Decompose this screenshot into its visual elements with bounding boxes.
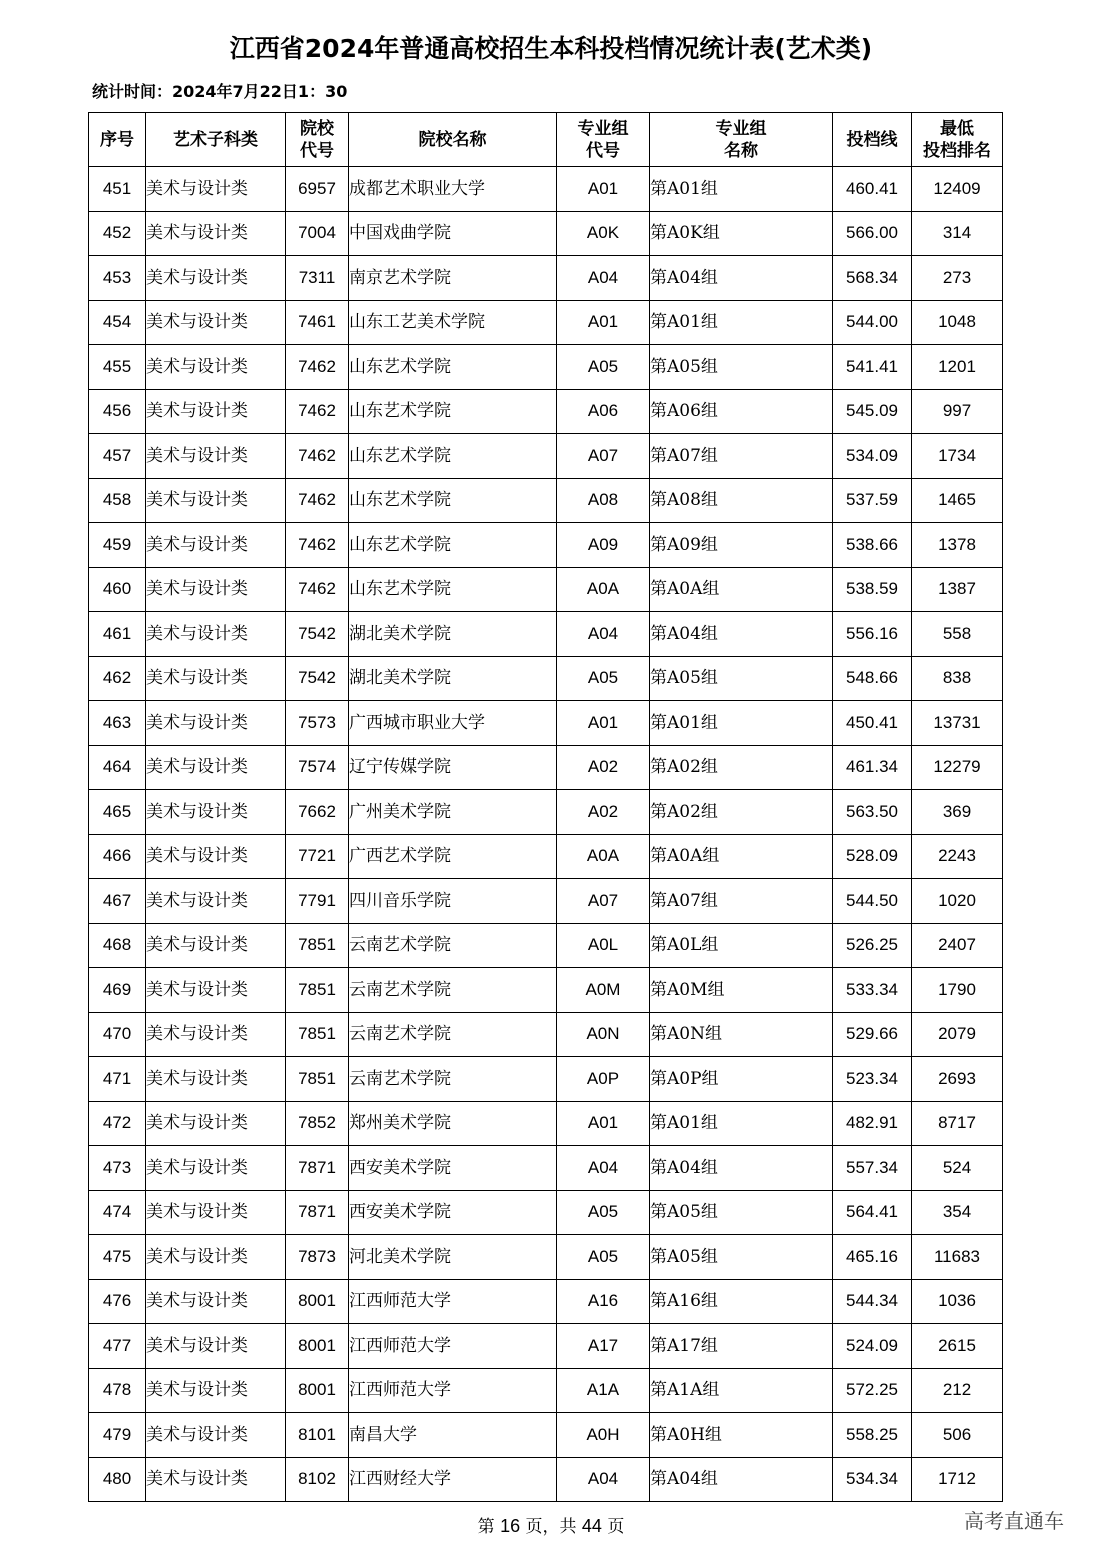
cell-subcategory: 美术与设计类 <box>146 1457 286 1502</box>
cell-seq: 476 <box>89 1279 146 1324</box>
cell-school-name: 山东艺术学院 <box>349 345 557 390</box>
table-row <box>89 211 1003 256</box>
cell-subcategory: 美术与设计类 <box>146 656 286 701</box>
cell-seq: 454 <box>89 300 146 345</box>
cell-group-name: 第A01组 <box>650 167 833 212</box>
header-group-code-line2: 代号 <box>586 140 620 161</box>
cell-group-name: 第A0L组 <box>650 923 833 968</box>
cell-school-code: 7573 <box>286 701 349 746</box>
cell-school-name: 山东艺术学院 <box>349 389 557 434</box>
cell-subcategory: 美术与设计类 <box>146 1146 286 1191</box>
header-score: 投档线 <box>833 113 912 167</box>
cell-score: 482.91 <box>833 1101 912 1146</box>
cell-rank: 212 <box>912 1368 1003 1413</box>
cell-school-code: 7462 <box>286 567 349 612</box>
cell-subcategory: 美术与设计类 <box>146 1324 286 1369</box>
cell-group-code: A0N <box>557 1012 650 1057</box>
cell-seq: 471 <box>89 1057 146 1102</box>
cell-group-code: A04 <box>557 1457 650 1502</box>
cell-school-code: 7462 <box>286 345 349 390</box>
cell-subcategory: 美术与设计类 <box>146 434 286 479</box>
table-row <box>89 1235 1003 1280</box>
cell-subcategory: 美术与设计类 <box>146 790 286 835</box>
cell-group-code: A07 <box>557 879 650 924</box>
cell-rank: 1020 <box>912 879 1003 924</box>
header-seq: 序号 <box>89 113 146 167</box>
cell-group-code: A05 <box>557 656 650 701</box>
admission-table <box>88 112 1003 1502</box>
cell-subcategory: 美术与设计类 <box>146 256 286 301</box>
cell-score: 563.50 <box>833 790 912 835</box>
cell-school-code: 7574 <box>286 745 349 790</box>
table-row <box>89 701 1003 746</box>
cell-rank: 314 <box>912 211 1003 256</box>
cell-group-name: 第A09组 <box>650 523 833 568</box>
cell-school-name: 山东艺术学院 <box>349 478 557 523</box>
cell-subcategory: 美术与设计类 <box>146 1101 286 1146</box>
cell-school-code: 7542 <box>286 656 349 701</box>
cell-group-code: A0L <box>557 923 650 968</box>
footer-prefix: 第 <box>477 1517 501 1537</box>
cell-rank: 1048 <box>912 300 1003 345</box>
cell-score: 534.09 <box>833 434 912 479</box>
cell-score: 524.09 <box>833 1324 912 1369</box>
table-row <box>89 256 1003 301</box>
cell-rank: 1790 <box>912 968 1003 1013</box>
cell-subcategory: 美术与设计类 <box>146 1368 286 1413</box>
cell-seq: 466 <box>89 834 146 879</box>
footer-middle: 页，共 <box>520 1517 582 1537</box>
cell-group-code: A01 <box>557 1101 650 1146</box>
page-title: 江西省2024年普通高校招生本科投档情况统计表(艺术类) <box>229 34 873 63</box>
cell-group-name: 第A0K组 <box>650 211 833 256</box>
cell-rank: 1734 <box>912 434 1003 479</box>
cell-school-name: 中国戏曲学院 <box>349 211 557 256</box>
header-rank-line2: 投档排名 <box>923 140 991 161</box>
cell-rank: 1712 <box>912 1457 1003 1502</box>
cell-score: 528.09 <box>833 834 912 879</box>
stat-time: 统计时间：2024年7月22日1：30 <box>92 82 348 101</box>
cell-school-code: 8102 <box>286 1457 349 1502</box>
cell-group-code: A07 <box>557 434 650 479</box>
table-row <box>89 345 1003 390</box>
cell-group-name: 第A02组 <box>650 790 833 835</box>
cell-group-name: 第A05组 <box>650 1235 833 1280</box>
cell-subcategory: 美术与设计类 <box>146 1012 286 1057</box>
cell-school-code: 7462 <box>286 478 349 523</box>
table-row <box>89 567 1003 612</box>
cell-group-code: A02 <box>557 745 650 790</box>
cell-subcategory: 美术与设计类 <box>146 567 286 612</box>
cell-group-name: 第A08组 <box>650 478 833 523</box>
cell-subcategory: 美术与设计类 <box>146 523 286 568</box>
cell-rank: 2243 <box>912 834 1003 879</box>
header-school-name: 院校名称 <box>349 113 557 167</box>
table-row <box>89 1279 1003 1324</box>
cell-school-name: 西安美术学院 <box>349 1190 557 1235</box>
table-row <box>89 1457 1003 1502</box>
cell-group-name: 第A1A组 <box>650 1368 833 1413</box>
cell-group-code: A0M <box>557 968 650 1013</box>
cell-group-code: A1A <box>557 1368 650 1413</box>
cell-seq: 474 <box>89 1190 146 1235</box>
cell-score: 460.41 <box>833 167 912 212</box>
table-row <box>89 612 1003 657</box>
cell-school-name: 河北美术学院 <box>349 1235 557 1280</box>
cell-subcategory: 美术与设计类 <box>146 1413 286 1458</box>
cell-seq: 467 <box>89 879 146 924</box>
cell-rank: 273 <box>912 256 1003 301</box>
cell-school-code: 7542 <box>286 612 349 657</box>
cell-group-name: 第A05组 <box>650 1190 833 1235</box>
footer-total-pages: 44 <box>581 1516 602 1536</box>
cell-score: 545.09 <box>833 389 912 434</box>
cell-school-code: 7004 <box>286 211 349 256</box>
cell-subcategory: 美术与设计类 <box>146 923 286 968</box>
table-row <box>89 523 1003 568</box>
cell-subcategory: 美术与设计类 <box>146 389 286 434</box>
header-group-code-line1: 专业组 <box>577 118 629 139</box>
cell-school-name: 山东工艺美术学院 <box>349 300 557 345</box>
cell-seq: 475 <box>89 1235 146 1280</box>
header-school-code-line1: 院校 <box>300 118 334 139</box>
header-rank <box>912 113 1003 167</box>
cell-group-name: 第A01组 <box>650 300 833 345</box>
cell-score: 568.34 <box>833 256 912 301</box>
cell-subcategory: 美术与设计类 <box>146 167 286 212</box>
header-school-code <box>286 113 349 167</box>
cell-group-name: 第A0M组 <box>650 968 833 1013</box>
cell-school-name: 江西财经大学 <box>349 1457 557 1502</box>
cell-group-code: A0K <box>557 211 650 256</box>
table-row <box>89 656 1003 701</box>
cell-group-code: A0A <box>557 834 650 879</box>
cell-group-name: 第A0P组 <box>650 1057 833 1102</box>
cell-group-name: 第A06组 <box>650 389 833 434</box>
header-group-name-line2: 名称 <box>724 140 758 161</box>
cell-school-code: 7851 <box>286 1012 349 1057</box>
cell-score: 544.50 <box>833 879 912 924</box>
cell-score: 450.41 <box>833 701 912 746</box>
cell-group-name: 第A17组 <box>650 1324 833 1369</box>
cell-rank: 558 <box>912 612 1003 657</box>
cell-rank: 13731 <box>912 701 1003 746</box>
cell-score: 544.00 <box>833 300 912 345</box>
header-rank-line1: 最低 <box>940 118 974 139</box>
cell-seq: 477 <box>89 1324 146 1369</box>
cell-seq: 453 <box>89 256 146 301</box>
page-footer <box>0 1514 1102 1539</box>
cell-score: 538.66 <box>833 523 912 568</box>
table-row <box>89 434 1003 479</box>
cell-group-code: A05 <box>557 1235 650 1280</box>
cell-score: 538.59 <box>833 567 912 612</box>
cell-group-name: 第A05组 <box>650 656 833 701</box>
cell-score: 533.34 <box>833 968 912 1013</box>
cell-seq: 472 <box>89 1101 146 1146</box>
cell-group-code: A0A <box>557 567 650 612</box>
cell-score: 526.25 <box>833 923 912 968</box>
cell-school-code: 6957 <box>286 167 349 212</box>
cell-subcategory: 美术与设计类 <box>146 300 286 345</box>
cell-school-name: 成都艺术职业大学 <box>349 167 557 212</box>
cell-group-name: 第A0A组 <box>650 834 833 879</box>
cell-group-code: A05 <box>557 1190 650 1235</box>
cell-school-name: 云南艺术学院 <box>349 1057 557 1102</box>
table-row <box>89 1413 1003 1458</box>
cell-rank: 838 <box>912 656 1003 701</box>
cell-seq: 465 <box>89 790 146 835</box>
cell-rank: 1036 <box>912 1279 1003 1324</box>
cell-subcategory: 美术与设计类 <box>146 1057 286 1102</box>
cell-school-code: 7852 <box>286 1101 349 1146</box>
cell-score: 564.41 <box>833 1190 912 1235</box>
cell-seq: 470 <box>89 1012 146 1057</box>
footer-page-number: 16 <box>500 1516 521 1536</box>
cell-school-code: 8001 <box>286 1279 349 1324</box>
cell-school-code: 8001 <box>286 1368 349 1413</box>
cell-school-code: 7462 <box>286 389 349 434</box>
cell-group-code: A01 <box>557 167 650 212</box>
cell-score: 541.41 <box>833 345 912 390</box>
cell-group-name: 第A0A组 <box>650 567 833 612</box>
cell-subcategory: 美术与设计类 <box>146 968 286 1013</box>
cell-score: 558.25 <box>833 1413 912 1458</box>
cell-school-name: 南昌大学 <box>349 1413 557 1458</box>
cell-rank: 11683 <box>912 1235 1003 1280</box>
table-row <box>89 1146 1003 1191</box>
cell-school-code: 7851 <box>286 923 349 968</box>
cell-group-name: 第A0H组 <box>650 1413 833 1458</box>
cell-group-name: 第A01组 <box>650 701 833 746</box>
cell-seq: 458 <box>89 478 146 523</box>
cell-school-code: 7871 <box>286 1146 349 1191</box>
cell-group-code: A02 <box>557 790 650 835</box>
cell-school-code: 7791 <box>286 879 349 924</box>
cell-rank: 506 <box>912 1413 1003 1458</box>
table-body <box>89 167 1003 1502</box>
cell-group-code: A04 <box>557 256 650 301</box>
cell-school-code: 7461 <box>286 300 349 345</box>
cell-subcategory: 美术与设计类 <box>146 834 286 879</box>
cell-school-name: 南京艺术学院 <box>349 256 557 301</box>
cell-subcategory: 美术与设计类 <box>146 211 286 256</box>
cell-group-name: 第A07组 <box>650 879 833 924</box>
cell-group-code: A01 <box>557 300 650 345</box>
cell-school-name: 山东艺术学院 <box>349 567 557 612</box>
cell-score: 537.59 <box>833 478 912 523</box>
cell-group-code: A16 <box>557 1279 650 1324</box>
cell-score: 534.34 <box>833 1457 912 1502</box>
cell-school-code: 7851 <box>286 968 349 1013</box>
cell-rank: 2693 <box>912 1057 1003 1102</box>
cell-school-code: 7662 <box>286 790 349 835</box>
cell-seq: 469 <box>89 968 146 1013</box>
cell-school-name: 云南艺术学院 <box>349 1012 557 1057</box>
table-row <box>89 1057 1003 1102</box>
cell-school-name: 山东艺术学院 <box>349 523 557 568</box>
cell-rank: 1387 <box>912 567 1003 612</box>
footer-suffix: 页 <box>601 1517 625 1537</box>
table-row <box>89 1190 1003 1235</box>
cell-score: 548.66 <box>833 656 912 701</box>
cell-rank: 2079 <box>912 1012 1003 1057</box>
header-group-name-line1: 专业组 <box>715 118 767 139</box>
cell-seq: 457 <box>89 434 146 479</box>
cell-school-name: 云南艺术学院 <box>349 923 557 968</box>
cell-group-code: A09 <box>557 523 650 568</box>
cell-school-name: 辽宁传媒学院 <box>349 745 557 790</box>
cell-school-code: 7462 <box>286 434 349 479</box>
table-row <box>89 834 1003 879</box>
cell-seq: 478 <box>89 1368 146 1413</box>
cell-school-code: 7871 <box>286 1190 349 1235</box>
cell-rank: 369 <box>912 790 1003 835</box>
cell-subcategory: 美术与设计类 <box>146 478 286 523</box>
table-row <box>89 968 1003 1013</box>
cell-seq: 464 <box>89 745 146 790</box>
cell-group-code: A06 <box>557 389 650 434</box>
cell-rank: 2615 <box>912 1324 1003 1369</box>
cell-school-code: 7311 <box>286 256 349 301</box>
cell-group-code: A0H <box>557 1413 650 1458</box>
cell-school-name: 四川音乐学院 <box>349 879 557 924</box>
cell-rank: 12409 <box>912 167 1003 212</box>
cell-rank: 1465 <box>912 478 1003 523</box>
cell-school-name: 湖北美术学院 <box>349 656 557 701</box>
cell-group-name: 第A05组 <box>650 345 833 390</box>
table-row <box>89 790 1003 835</box>
cell-school-code: 8001 <box>286 1324 349 1369</box>
cell-seq: 479 <box>89 1413 146 1458</box>
cell-group-name: 第A0N组 <box>650 1012 833 1057</box>
cell-subcategory: 美术与设计类 <box>146 701 286 746</box>
cell-group-name: 第A04组 <box>650 256 833 301</box>
cell-group-name: 第A04组 <box>650 612 833 657</box>
cell-seq: 473 <box>89 1146 146 1191</box>
cell-score: 556.16 <box>833 612 912 657</box>
header-subcategory: 艺术子科类 <box>146 113 286 167</box>
cell-group-code: A04 <box>557 612 650 657</box>
cell-school-name: 湖北美术学院 <box>349 612 557 657</box>
header-group-code <box>557 113 650 167</box>
cell-rank: 2407 <box>912 923 1003 968</box>
header-group-name <box>650 113 833 167</box>
cell-school-name: 江西师范大学 <box>349 1368 557 1413</box>
cell-rank: 354 <box>912 1190 1003 1235</box>
cell-school-code: 7462 <box>286 523 349 568</box>
cell-school-code: 7873 <box>286 1235 349 1280</box>
cell-score: 572.25 <box>833 1368 912 1413</box>
table-row <box>89 1101 1003 1146</box>
cell-subcategory: 美术与设计类 <box>146 612 286 657</box>
cell-school-name: 广州美术学院 <box>349 790 557 835</box>
table-row <box>89 389 1003 434</box>
table-header <box>89 113 1003 167</box>
cell-school-name: 广西艺术学院 <box>349 834 557 879</box>
cell-score: 566.00 <box>833 211 912 256</box>
header-school-code-line2: 代号 <box>300 140 334 161</box>
cell-group-code: A05 <box>557 345 650 390</box>
cell-rank: 997 <box>912 389 1003 434</box>
cell-score: 523.34 <box>833 1057 912 1102</box>
cell-rank: 12279 <box>912 745 1003 790</box>
cell-subcategory: 美术与设计类 <box>146 1279 286 1324</box>
table-row <box>89 167 1003 212</box>
cell-rank: 524 <box>912 1146 1003 1191</box>
cell-seq: 462 <box>89 656 146 701</box>
table-row <box>89 1368 1003 1413</box>
cell-seq: 456 <box>89 389 146 434</box>
cell-school-name: 江西师范大学 <box>349 1279 557 1324</box>
cell-seq: 459 <box>89 523 146 568</box>
cell-school-code: 8101 <box>286 1413 349 1458</box>
cell-score: 544.34 <box>833 1279 912 1324</box>
cell-school-name: 郑州美术学院 <box>349 1101 557 1146</box>
table-row <box>89 745 1003 790</box>
cell-group-name: 第A04组 <box>650 1146 833 1191</box>
cell-group-code: A08 <box>557 478 650 523</box>
cell-score: 461.34 <box>833 745 912 790</box>
cell-score: 529.66 <box>833 1012 912 1057</box>
table-row <box>89 879 1003 924</box>
cell-school-name: 江西师范大学 <box>349 1324 557 1369</box>
cell-group-name: 第A04组 <box>650 1457 833 1502</box>
cell-school-name: 云南艺术学院 <box>349 968 557 1013</box>
cell-subcategory: 美术与设计类 <box>146 1235 286 1280</box>
cell-group-name: 第A02组 <box>650 745 833 790</box>
table-row <box>89 478 1003 523</box>
cell-school-name: 山东艺术学院 <box>349 434 557 479</box>
cell-seq: 461 <box>89 612 146 657</box>
cell-group-name: 第A16组 <box>650 1279 833 1324</box>
brand-watermark: 高考直通车 <box>964 1509 1064 1533</box>
cell-subcategory: 美术与设计类 <box>146 1190 286 1235</box>
cell-group-code: A04 <box>557 1146 650 1191</box>
cell-school-code: 7851 <box>286 1057 349 1102</box>
table-row <box>89 1012 1003 1057</box>
cell-seq: 455 <box>89 345 146 390</box>
cell-subcategory: 美术与设计类 <box>146 745 286 790</box>
cell-school-code: 7721 <box>286 834 349 879</box>
cell-group-name: 第A01组 <box>650 1101 833 1146</box>
cell-school-name: 广西城市职业大学 <box>349 701 557 746</box>
cell-rank: 8717 <box>912 1101 1003 1146</box>
cell-rank: 1201 <box>912 345 1003 390</box>
cell-subcategory: 美术与设计类 <box>146 879 286 924</box>
cell-score: 465.16 <box>833 1235 912 1280</box>
table-row <box>89 1324 1003 1369</box>
cell-seq: 451 <box>89 167 146 212</box>
cell-group-code: A01 <box>557 701 650 746</box>
cell-school-name: 西安美术学院 <box>349 1146 557 1191</box>
table-row <box>89 923 1003 968</box>
cell-group-code: A0P <box>557 1057 650 1102</box>
cell-seq: 460 <box>89 567 146 612</box>
cell-rank: 1378 <box>912 523 1003 568</box>
cell-group-code: A17 <box>557 1324 650 1369</box>
cell-seq: 480 <box>89 1457 146 1502</box>
cell-group-name: 第A07组 <box>650 434 833 479</box>
cell-seq: 452 <box>89 211 146 256</box>
table-row <box>89 300 1003 345</box>
cell-seq: 463 <box>89 701 146 746</box>
cell-seq: 468 <box>89 923 146 968</box>
cell-subcategory: 美术与设计类 <box>146 345 286 390</box>
cell-score: 557.34 <box>833 1146 912 1191</box>
